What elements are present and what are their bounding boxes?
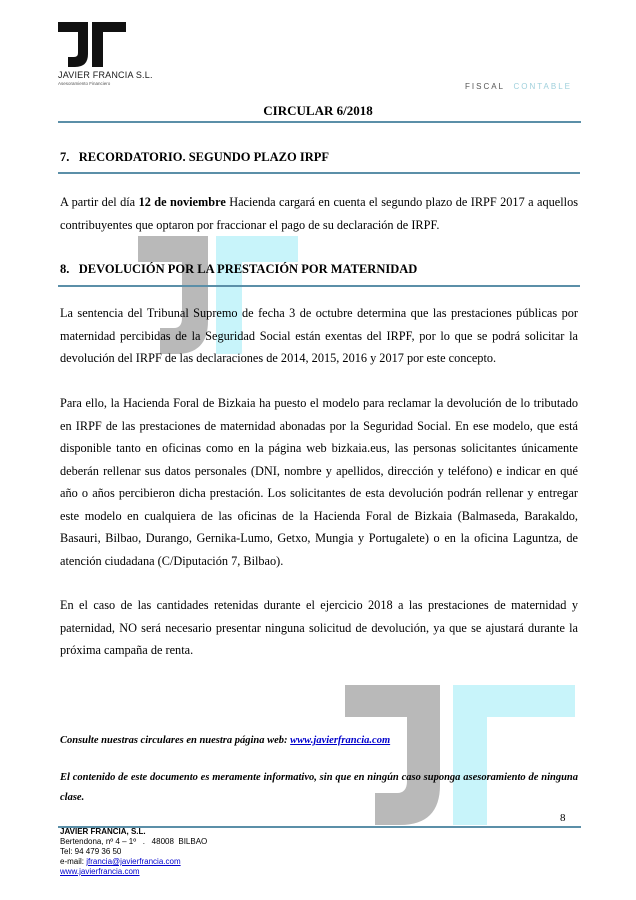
consult-note-text: Consulte nuestras circulares en nuestra página web: — [60, 735, 291, 746]
section-7-text-start: A partir del día — [60, 195, 139, 209]
footer-company-name: JAVIER FRANCIA, S.L. — [60, 827, 146, 836]
tag-fiscal: FISCAL — [465, 82, 506, 91]
logo-tagline: Asesoramiento Financiero — [58, 81, 111, 86]
consult-note — [60, 735, 578, 746]
section-7-heading: 7. RECORDATORIO. SEGUNDO PLAZO IRPF — [60, 150, 330, 164]
footer-email-label: e-mail: — [60, 857, 87, 866]
section-7-paragraph — [60, 191, 578, 236]
footer-website-link[interactable]: www.javierfrancia.com — [60, 867, 140, 876]
website-link[interactable]: www.javierfrancia.com — [290, 735, 391, 746]
jf-logo-icon — [58, 22, 126, 67]
section-8-paragraph-3: En el caso de las cantidades retenidas durante el ejercicio 2018 a las prestaciones de maternidad y paternidad, NO será necesario presentar ninguna solicitud de devolución, ya que se ajustará durante la próxima campaña de renta. — [60, 598, 578, 657]
footer-website-line — [60, 867, 207, 877]
page-number: 8 — [560, 812, 566, 824]
section-8-heading: 8. DEVOLUCIÓN POR LA PRESTACIÓN POR MATERNIDAD — [60, 262, 418, 276]
header-tagline — [465, 82, 572, 91]
footer-phone: Tel: 94 479 36 50 — [60, 847, 122, 856]
section-7-text-end: Hacienda cargará en cuenta el segundo plazo de IRPF 2017 a aquellos contribuyentes que optaron por fraccionar el pago de su declaración de IRPF. — [60, 195, 579, 232]
disclaimer-note: El contenido de este documento es meramente informativo, sin que en ningún caso suponga asesoramiento de ninguna clase. — [60, 772, 578, 803]
section-8-paragraph-2: Para ello, la Hacienda Foral de Bizkaia ha puesto el modelo para reclamar la devolución de lo tributado en IRPF de las prestaciones de maternidad abonadas por la Seguridad Social. En ese modelo, que está disponible tanto en oficinas como en la página web bizkaia.eus, las personas solicitantes únicamente deberán rellenar sus datos personales (DNI, nombre y apellidos, dirección y teléfono) e indicar en qué año o años percibieron dicha prestación. Los solicitantes de esta devolución podrán rellenar y entregar este modelo en cualquiera de las oficinas de la Hacienda Foral de Bizkaia (Balmaseda, Barakaldo, Basauri, Bilbao, Durango, Gernika-Lumo, Getxo, Mungia y Portugalete) o en la oficina Laguntza, de atención ciudadana (C/Diputación 7, Bilbao). — [60, 396, 578, 568]
section-7-divider — [58, 172, 580, 174]
section-7-date: 12 de noviembre — [138, 195, 226, 209]
footer-email-line — [60, 857, 207, 867]
section-8-paragraph-1: La sentencia del Tribunal Supremo de fecha 3 de octubre determina que las prestaciones públicas por maternidad percibidas de la Seguridad Social están exentas del IRPF, por lo que se podrá solicitar la devolución del IRPF de las declaraciones de 2014, 2015, 2016 y 2017 por este concepto. — [60, 306, 578, 365]
company-logo — [58, 22, 153, 92]
header-divider — [58, 121, 581, 123]
tag-contable: CONTABLE — [513, 82, 572, 91]
footer — [60, 827, 207, 877]
logo-company-name: JAVIER FRANCIA S.L. — [58, 70, 153, 80]
footer-email-link[interactable]: jfrancia@javierfrancia.com — [86, 857, 181, 866]
section-8-divider — [58, 285, 580, 287]
circular-title: CIRCULAR 6/2018 — [263, 103, 373, 118]
footer-address: Bertendona, nº 4 – 1º . 48008 BILBAO — [60, 837, 208, 846]
